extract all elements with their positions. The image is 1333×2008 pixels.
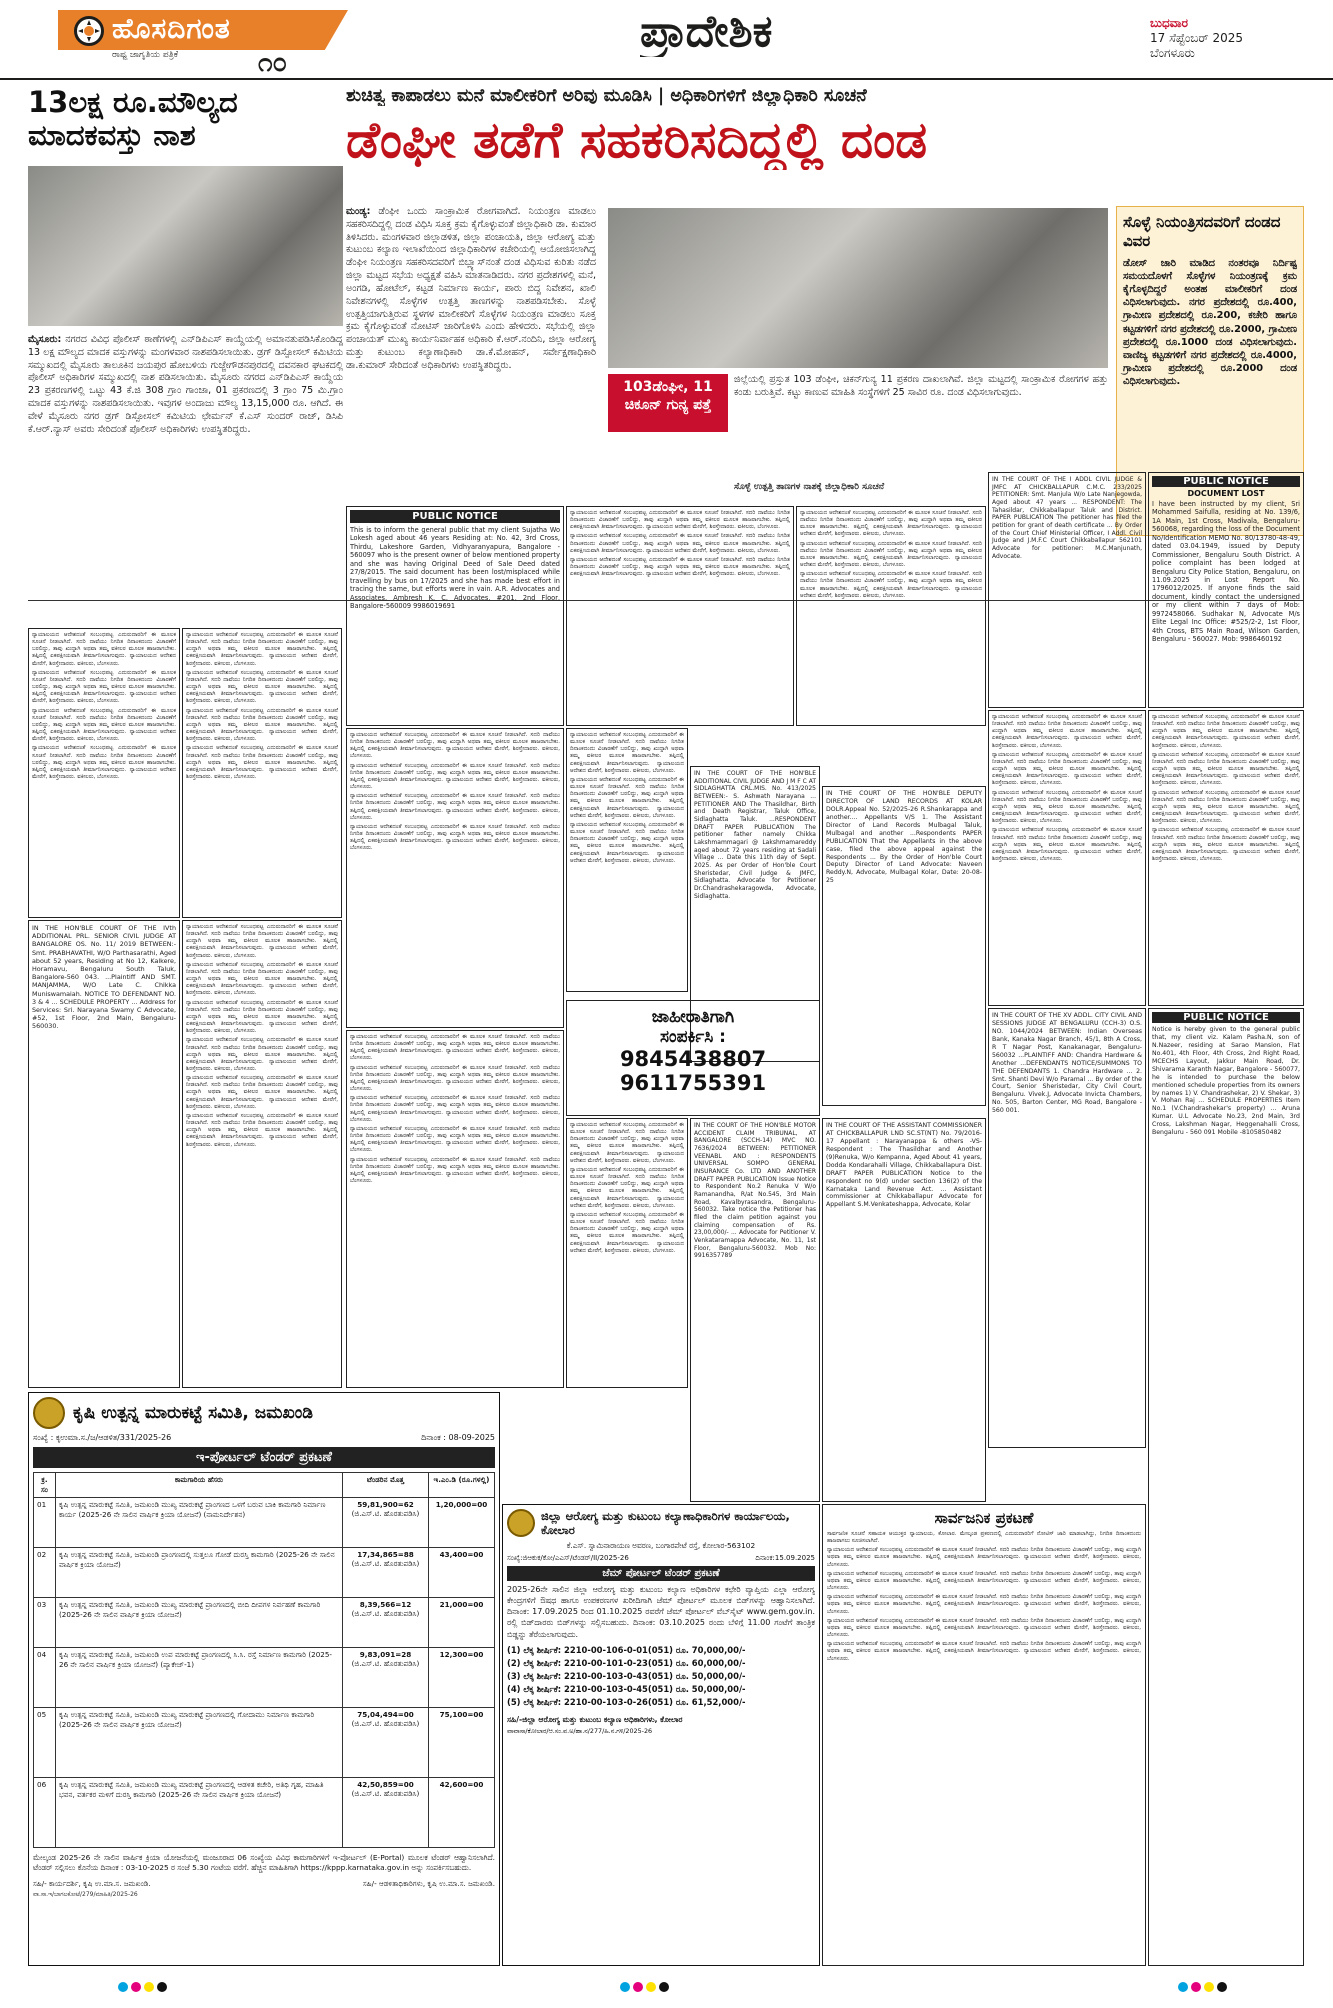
edition-city: ಬೆಂಗಳೂರು xyxy=(1150,46,1195,60)
health-bar-title: ಜೆಮ್ ಪೋರ್ಟಲ್ ಟೆಂಡರ್ ಪ್ರಕಟಣೆ xyxy=(507,1566,815,1581)
row-work: ಕೃಷಿ ಉತ್ಪನ್ನ ಮಾರುಕಟ್ಟೆ ಸಮಿತಿ, ಜಮಖಂಡಿ ಮುಖ್ಯ ಮಾರುಕಟ್ಟೆ ಪ್ರಾಂಗಣದಲ್ಲಿ ಬೀದಿ ದೀಪಗಳ ನಿರ್ವಹಣೆ ಕಾಮಗಾರಿ (2025-26 ನೇ ಸಾಲಿನ ವಾರ್ಷಿಕ ಕ್ರಿಯಾ ಯೋಜನೆ) xyxy=(56,1598,343,1648)
sidebar-body: ಡೋಸ್ ಜಾರಿ ಮಾಡಿದ ನಂತರವೂ ನಿರ್ದಿಷ್ಟ ಸಮಯದೊಳಗೆ ಸೊಳ್ಳೆಗಳ ನಿಯಂತ್ರಣಕ್ಕೆ ಕ್ರಮ ಕೈಗೊಳ್ಳದಿದ್ದರೆ ಅಂತಹ ಮಾಲೀಕರಿಗೆ ದಂಡ ವಿಧಿಸಲಾಗುವುದು. ನಗರ ಪ್ರದೇಶದಲ್ಲಿ ರೂ.400, ಗ್ರಾಮೀಣ ಪ್ರದೇಶದಲ್ಲಿ ರೂ.200, ಕಚೇರಿ ಹಾಗೂ ಕಟ್ಟಡಗಳಿಗೆ ನಗರ ಪ್ರದೇಶದಲ್ಲಿ ರೂ.2000, ಗ್ರಾಮೀಣ ಪ್ರದೇಶದಲ್ಲಿ ರೂ.1000 ದಂಡ ವಿಧಿಸಲಾಗುವುದು. ವಾಣಿಜ್ಯ ಕಟ್ಟಡಗಳಿಗೆ ನಗರ ಪ್ರದೇಶದಲ್ಲಿ ರೂ.4000, ಗ್ರಾಮೀಣ ಪ್ರದೇಶದಲ್ಲಿ ರೂ.2000 ದಂಡ ವಿಧಿಸಲಾಗುವುದು. xyxy=(1123,257,1297,388)
public-notice-property-body: Notice is hereby given to the general public that, my client viz. Kalam Pasha.N, son of N.Nazeer, residing at Sarao Mansion, Flat No.401, 4th Floor, 4th Cross, 2nd Right Road, MCECHS Layout, Jakkur Main Road, Dr. Shivarama Karanth Nagar, Bangalore - 560077, he is intended to purchase the below mentioned schedule properties from its owners by names 1) V. Chandrashekar, 2) V. Shekar, 3) V. Mohan Raj ... SCHEDULE PROPERTIES Item No.1 (V.Chandrashekar's property) ... Aruna Kumar. U.L Advocate No.23, 2nd Main, 3rd Cross, Lakshman Nagar, Heggenahalli Cross, Bengaluru - 560 091 Mobile -8105850482 xyxy=(1152,1026,1300,1137)
left-story-headline: 13ಲಕ್ಷ ರೂ.ಮೌಲ್ಯದ ಮಾದಕವಸ್ತು ನಾಶ xyxy=(28,86,238,153)
table-row xyxy=(34,1498,495,1548)
row-amount-cell xyxy=(343,1598,429,1648)
meeting-photo xyxy=(608,208,1108,368)
kannada-notice-right-2-text-3: ನ್ಯಾಯಾಲಯದ ಆದೇಶದಂತೆ ಸಂಬಂಧಪಟ್ಟ ಎದುರುದಾರರಿಗೆ ಈ ಮೂಲಕ ಸೂಚನೆ ನೀಡಲಾಗಿದೆ. ಸದರಿ ದಾವೆಯು ನಿಗದಿತ ದಿನಾಂಕದಂದು ವಿಚಾರಣೆಗೆ ಬರಲಿದ್ದು, ತಾವು ಖುದ್ದಾಗಿ ಅಥವಾ ತಮ್ಮ ವಕೀಲರ ಮೂಲಕ ಹಾಜರಾಗಬೇಕು. ತಪ್ಪಿದಲ್ಲಿ ಏಕಪಕ್ಷೀಯವಾಗಿ ತೀರ್ಮಾನಿಸಲಾಗುವುದು. ನ್ಯಾಯಾಲಯದ ಆದೇಶದ ಮೇರೆಗೆ, ಶಿರಸ್ತೇದಾರರು. ವಕೀಲರು, ಬೆಂಗಳೂರು. xyxy=(1152,789,1300,825)
main-headline: ಡೆಂಘೀ ತಡೆಗೆ ಸಹಕರಿಸದಿದ್ದಲ್ಲಿ ದಂಡ xyxy=(346,112,928,169)
row-emd: 12,300=00 xyxy=(429,1648,495,1708)
health-sign: ಸಹಿ/-ಜಿಲ್ಲಾ ಆರೋಗ್ಯ ಮತ್ತು ಕುಟುಂಬ ಕಲ್ಯಾಣ ಅಧಿಕಾರಿಗಳು, ಕೋಲಾರ xyxy=(507,1714,683,1724)
kannada-notice-mid-3-text: ನ್ಯಾಯಾಲಯದ ಆದೇಶದಂತೆ ಸಂಬಂಧಪಟ್ಟ ಎದುರುದಾರರಿಗೆ ಈ ಮೂಲಕ ಸೂಚನೆ ನೀಡಲಾಗಿದೆ. ಸದರಿ ದಾವೆಯು ನಿಗದಿತ ದಿನಾಂಕದಂದು ವಿಚಾರಣೆಗೆ ಬರಲಿದ್ದು, ತಾವು ಖುದ್ದಾಗಿ ಅಥವಾ ತಮ್ಮ ವಕೀಲರ ಮೂಲಕ ಹಾಜರಾಗಬೇಕು. ತಪ್ಪಿದಲ್ಲಿ ಏಕಪಕ್ಷೀಯವಾಗಿ ತೀರ್ಮಾನಿಸಲಾಗುವುದು. ನ್ಯಾಯಾಲಯದ ಆದೇಶದ ಮೇರೆಗೆ, ಶಿರಸ್ತೇದಾರರು. ವಕೀಲರು, ಬೆಂಗಳೂರು. xyxy=(570,732,684,774)
row-amount-cell xyxy=(343,1708,429,1778)
document-lost-sub: DOCUMENT LOST xyxy=(1187,489,1265,498)
kannada-notice-b-text: ನ್ಯಾಯಾಲಯದ ಆದೇಶದಂತೆ ಸಂಬಂಧಪಟ್ಟ ಎದುರುದಾರರಿಗೆ ಈ ಮೂಲಕ ಸೂಚನೆ ನೀಡಲಾಗಿದೆ. ಸದರಿ ದಾವೆಯು ನಿಗದಿತ ದಿನಾಂಕದಂದು ವಿಚಾರಣೆಗೆ ಬರಲಿದ್ದು, ತಾವು ಖುದ್ದಾಗಿ ಅಥವಾ ತಮ್ಮ ವಕೀಲರ ಮೂಲಕ ಹಾಜರಾಗಬೇಕು. ತಪ್ಪಿದಲ್ಲಿ ಏಕಪಕ್ಷೀಯವಾಗಿ ತೀರ್ಮಾನಿಸಲಾಗುವುದು. ನ್ಯಾಯಾಲಯದ ಆದೇಶದ ಮೇರೆಗೆ, ಶಿರಸ್ತೇದಾರರು. ವಕೀಲರು, ಬೆಂಗಳೂರು. xyxy=(800,510,982,538)
row-amount: 17,34,865=88 xyxy=(357,1550,414,1559)
kannada-notice-right-1-text-3: ನ್ಯಾಯಾಲಯದ ಆದೇಶದಂತೆ ಸಂಬಂಧಪಟ್ಟ ಎದುರುದಾರರಿಗೆ ಈ ಮೂಲಕ ಸೂಚನೆ ನೀಡಲಾಗಿದೆ. ಸದರಿ ದಾವೆಯು ನಿಗದಿತ ದಿನಾಂಕದಂದು ವಿಚಾರಣೆಗೆ ಬರಲಿದ್ದು, ತಾವು ಖುದ್ದಾಗಿ ಅಥವಾ ತಮ್ಮ ವಕೀಲರ ಮೂಲಕ ಹಾಜರಾಗಬೇಕು. ತಪ್ಪಿದಲ್ಲಿ ಏಕಪಕ್ಷೀಯವಾಗಿ ತೀರ್ಮಾನಿಸಲಾಗುವುದು. ನ್ಯಾಯಾಲಯದ ಆದೇಶದ ಮೇರೆಗೆ, ಶಿರಸ್ತೇದಾರರು. ವಕೀಲರು, ಬೆಂಗಳೂರು. xyxy=(992,789,1142,825)
drug-destruction-photo xyxy=(28,166,343,326)
kannada-notice-mid-2 xyxy=(346,1030,564,1388)
table-row xyxy=(34,1648,495,1708)
row-no: 03 xyxy=(34,1598,56,1648)
court-notice-city-civil-text: IN THE COURT OF THE XV ADDL. CITY CIVIL AND SESSIONS JUDGE AT BENGALURU (CCH-3) O.S. NO. 1044/2024 BETWEEN: Indian Overseas Bank, Kanaka Nagar Branch, 45/1, 8th A Cross, R T Nagar Post, Kanakanagar, Bengaluru-560032 ...PLAINTIFF AND: Chandra Hardware & Another ...DEFENDANTS NOTICE/SUMMONS TO THE DEFENDANTS 1. Chandra Hardware ... 2. Smt. Shanti Devi W/o Paramal ... By order of the Court, Senior Sheristedar, City Civil Court, Bengaluru. Vivek.J, Advocate Invicta Chambers, No. 505, Barton Center, MG Road, Bangalore - 560 001. xyxy=(992,1012,1142,1115)
kannada-notice-right-1-text-4: ನ್ಯಾಯಾಲಯದ ಆದೇಶದಂತೆ ಸಂಬಂಧಪಟ್ಟ ಎದುರುದಾರರಿಗೆ ಈ ಮೂಲಕ ಸೂಚನೆ ನೀಡಲಾಗಿದೆ. ಸದರಿ ದಾವೆಯು ನಿಗದಿತ ದಿನಾಂಕದಂದು ವಿಚಾರಣೆಗೆ ಬರಲಿದ್ದು, ತಾವು ಖುದ್ದಾಗಿ ಅಥವಾ ತಮ್ಮ ವಕೀಲರ ಮೂಲಕ ಹಾಜರಾಗಬೇಕು. ತಪ್ಪಿದಲ್ಲಿ ಏಕಪಕ್ಷೀಯವಾಗಿ ತೀರ್ಮಾನಿಸಲಾಗುವುದು. ನ್ಯಾಯಾಲಯದ ಆದೇಶದ ಮೇರೆಗೆ, ಶಿರಸ್ತೇದಾರರು. ವಕೀಲರು, ಬೆಂಗಳೂರು. xyxy=(992,827,1142,862)
kannada-notice-mid-4 xyxy=(566,1118,688,1388)
kannada-notice-left-2-text-3: ನ್ಯಾಯಾಲಯದ ಆದೇಶದಂತೆ ಸಂಬಂಧಪಟ್ಟ ಎದುರುದಾರರಿಗೆ ಈ ಮೂಲಕ ಸೂಚನೆ ನೀಡಲಾಗಿದೆ. ಸದರಿ ದಾವೆಯು ನಿಗದಿತ ದಿನಾಂಕದಂದು ವಿಚಾರಣೆಗೆ ಬರಲಿದ್ದು, ತಾವು ಖುದ್ದಾಗಿ ಅಥವಾ ತಮ್ಮ ವಕೀಲರ ಮೂಲಕ ಹಾಜರಾಗಬೇಕು. ತಪ್ಪಿದಲ್ಲಿ ಏಕಪಕ್ಷೀಯವಾಗಿ ತೀರ್ಮಾನಿಸಲಾಗುವುದು. ನ್ಯಾಯಾಲಯದ ಆದೇಶದ ಮೇರೆಗೆ, ಶಿರಸ್ತೇದಾರರು. ವಕೀಲರು, ಬೆಂಗಳೂರು. xyxy=(186,707,338,743)
kannada-notice-mid-3-text-3: ನ್ಯಾಯಾಲಯದ ಆದೇಶದಂತೆ ಸಂಬಂಧಪಟ್ಟ ಎದುರುದಾರರಿಗೆ ಈ ಮೂಲಕ ಸೂಚನೆ ನೀಡಲಾಗಿದೆ. ಸದರಿ ದಾವೆಯು ನಿಗದಿತ ದಿನಾಂಕದಂದು ವಿಚಾರಣೆಗೆ ಬರಲಿದ್ದು, ತಾವು ಖುದ್ದಾಗಿ ಅಥವಾ ತಮ್ಮ ವಕೀಲರ ಮೂಲಕ ಹಾಜರಾಗಬೇಕು. ತಪ್ಪಿದಲ್ಲಿ ಏಕಪಕ್ಷೀಯವಾಗಿ ತೀರ್ಮಾನಿಸಲಾಗುವುದು. ನ್ಯಾಯಾಲಯದ ಆದೇಶದ ಮೇರೆಗೆ, ಶಿರಸ್ತೇದಾರರು. ವಕೀಲರು, ಬೆಂಗಳೂರು. xyxy=(570,821,684,864)
public-notice-body: This is to inform the general public that my client Sujatha Wo Lokesh aged about 46 years Residing at: No. 42, 3rd Cross, Thirdu, Lakeshore Garden, Vidhyaranyapura, Bangalore - 560097 who is the present owner of below mentioned property and she was having Original Deed of Sale Deed dated 27/8/2015. The said document has been lost/misplaced while travelling by bus on 17/2025 and she has made best effort in tracing the same, but efforts were in vain. A.R. Advocates and Associates, Ambresh K. C. Advocates, #201, 2nd Floor, Bangalore-560009 9986019691 xyxy=(350,526,560,610)
health-org-title: ಜಿಲ್ಲಾ ಆರೋಗ್ಯ ಮತ್ತು ಕುಟುಂಬ ಕಲ್ಯಾಣಾಧಿಕಾರಿಗಳ ಕಾರ್ಯಾಲಯ, ಕೋಲಾರ xyxy=(541,1509,790,1538)
apmc-footer: ಮೇಲ್ಕಂಡ 2025-26 ನೇ ಸಾಲಿನ ವಾರ್ಷಿಕ ಕ್ರಿಯಾ ಯೋಜನೆಯಲ್ಲಿ ಮಂಜೂರಾದ 06 ಸಂಖ್ಯೆಯ ವಿವಿಧ ಕಾಮಗಾರಿಗಳಿಗೆ ಇ-ಪೋರ್ಟಲ್ (E-Portal) ಮೂಲಕ ಟೆಂಡರ್ ಆಹ್ವಾನಿಸಲಾಗಿದೆ. ಟೆಂಡರ್ ಸಲ್ಲಿಸಲು ಕೊನೆಯ ದಿನಾಂಕ : 03-10-2025 ರ ಸಂಜೆ 5.30 ಗಂಟೆಯ ವರೆಗೆ. ಹೆಚ್ಚಿನ ಮಾಹಿತಿಗಾಗಿ https://kppp.karnataka.gov.in ಅನ್ನು ಸಂಪರ್ಕಿಸಬಹುದು. xyxy=(33,1853,495,1872)
brand-emblem-icon xyxy=(74,16,104,46)
public-notice-property-title: PUBLIC NOTICE xyxy=(1152,1012,1300,1023)
kannada-notice-left-1-text: ನ್ಯಾಯಾಲಯದ ಆದೇಶದಂತೆ ಸಂಬಂಧಪಟ್ಟ ಎದುರುದಾರರಿಗೆ ಈ ಮೂಲಕ ಸೂಚನೆ ನೀಡಲಾಗಿದೆ. ಸದರಿ ದಾವೆಯು ನಿಗದಿತ ದಿನಾಂಕದಂದು ವಿಚಾರಣೆಗೆ ಬರಲಿದ್ದು, ತಾವು ಖುದ್ದಾಗಿ ಅಥವಾ ತಮ್ಮ ವಕೀಲರ ಮೂಲಕ ಹಾಜರಾಗಬೇಕು. ತಪ್ಪಿದಲ್ಲಿ ಏಕಪಕ್ಷೀಯವಾಗಿ ತೀರ್ಮಾನಿಸಲಾಗುವುದು. ನ್ಯಾಯಾಲಯದ ಆದೇಶದ ಮೇರೆಗೆ, ಶಿರಸ್ತೇದಾರರು. ವಕೀಲರು, ಬೆಂಗಳೂರು. xyxy=(32,632,176,667)
left-story-body: ನಗರದ ವಿವಿಧ ಪೊಲೀಸ್ ಠಾಣೆಗಳಲ್ಲಿ ಎನ್‌ಡಿಪಿಎಸ್ ಕಾಯ್ದೆಯಲ್ಲಿ ಅಮಾನತುಪಡಿಸಿಕೊಂಡಿದ್ದ 13 ಲಕ್ಷ ಮೌಲ್ಯದ ಮಾದಕ ವಸ್ತುಗಳನ್ನು ಮಂಗಳವಾರ ನಾಶಪಡಿಸಲಾಯಿತು. ಡ್ರಗ್ ಡಿಸ್ಪೋಸಲ್ ಕಮಿಟಿಯ ಸಮ್ಮುಖದಲ್ಲಿ ಮೈಸೂರು ತಾಲೂಕಿನ ಜಯಪುರ ಹೋಬಳಿಯ ಗುಜ್ಜೇಗೌಡನಪುರದಲ್ಲಿ ದವನಕಾರ ಘಟಕದಲ್ಲಿ ಪೊಲೀಸ್ ಅಧಿಕಾರಿಗಳ ಸಮ್ಮುಖದಲ್ಲಿ ನಾಶ ಪಡಿಸಲಾಯಿತು. ಮೈಸೂರು ನಗರದ ಎನ್‌ಡಿಪಿಎಸ್ ಕಾಯ್ದೆಯ 23 ಪ್ರಕರಣಗಳಲ್ಲಿ ಒಟ್ಟು 43 ಕೆ.ಜಿ 308 ಗ್ರಾಂ ಗಾಂಜಾ, 01 ಪ್ರಕರಣದಲ್ಲಿ 3 ಗ್ರಾಂ 75 ಮಿ.ಗ್ರಾಂ ಮಾದಕ ವಸ್ತುಗಳನ್ನು ನಾಶಪಡಿಸಲಾಯಿತು. ಇವುಗಳ ಅಂದಾಜು ಮೌಲ್ಯ 13,15,000 ರೂ. ಆಗಿದೆ. ಈ ವೇಳೆ ಮೈಸೂರು ನಗರ ಡ್ರಗ್ ಡಿಸ್ಪೋಸಲ್ ಕಮಿಟಿಯ ಛೇರ್ಮನ್ ಕೆ.ಎಸ್ ಸುಂದರ್ ರಾಜ್, ಡಿಸಿಪಿ ಕೆ.ಆರ್.ನ್ಯಾಸ್ ಅವರು ಸೇರಿದಂತೆ ಪೊಲೀಸ್ ಅಧಿಕಾರಿಗಳು ಉಪಸ್ಥಿತರಿದ್ದರು. xyxy=(28,334,343,435)
kannada-notice-mid-2-text-3: ನ್ಯಾಯಾಲಯದ ಆದೇಶದಂತೆ ಸಂಬಂಧಪಟ್ಟ ಎದುರುದಾರರಿಗೆ ಈ ಮೂಲಕ ಸೂಚನೆ ನೀಡಲಾಗಿದೆ. ಸದರಿ ದಾವೆಯು ನಿಗದಿತ ದಿನಾಂಕದಂದು ವಿಚಾರಣೆಗೆ ಬರಲಿದ್ದು, ತಾವು ಖುದ್ದಾಗಿ ಅಥವಾ ತಮ್ಮ ವಕೀಲರ ಮೂಲಕ ಹಾಜರಾಗಬೇಕು. ತಪ್ಪಿದಲ್ಲಿ ಏಕಪಕ್ಷೀಯವಾಗಿ ತೀರ್ಮಾನಿಸಲಾಗುವುದು. ನ್ಯಾಯಾಲಯದ ಆದೇಶದ ಮೇರೆಗೆ, ಶಿರಸ್ತೇದಾರರು. ವಕೀಲರು, ಬೆಂಗಳೂರು. xyxy=(350,1095,560,1123)
row-emd: 1,20,000=00 xyxy=(429,1498,495,1548)
list-item: (1) ಲೆಕ್ಕ ಶೀರ್ಷಿಕೆ: 2210-00-106-0-01(051) ರೂ. 70,000,00/- xyxy=(507,1644,746,1655)
kannada-notice-left-2-text: ನ್ಯಾಯಾಲಯದ ಆದೇಶದಂತೆ ಸಂಬಂಧಪಟ್ಟ ಎದುರುದಾರರಿಗೆ ಈ ಮೂಲಕ ಸೂಚನೆ ನೀಡಲಾಗಿದೆ. ಸದರಿ ದಾವೆಯು ನಿಗದಿತ ದಿನಾಂಕದಂದು ವಿಚಾರಣೆಗೆ ಬರಲಿದ್ದು, ತಾವು ಖುದ್ದಾಗಿ ಅಥವಾ ತಮ್ಮ ವಕೀಲರ ಮೂಲಕ ಹಾಜರಾಗಬೇಕು. ತಪ್ಪಿದಲ್ಲಿ ಏಕಪಕ್ಷೀಯವಾಗಿ ತೀರ್ಮಾನಿಸಲಾಗುವುದು. ನ್ಯಾಯಾಲಯದ ಆದೇಶದ ಮೇರೆಗೆ, ಶಿರಸ್ತೇದಾರರು. ವಕೀಲರು, ಬೆಂಗಳೂರು. xyxy=(186,632,338,667)
sarvajanika-body-4: ನ್ಯಾಯಾಲಯದ ಆದೇಶದಂತೆ ಸಂಬಂಧಪಟ್ಟ ಎದುರುದಾರರಿಗೆ ಈ ಮೂಲಕ ಸೂಚನೆ ನೀಡಲಾಗಿದೆ. ಸದರಿ ದಾವೆಯು ನಿಗದಿತ ದಿನಾಂಕದಂದು ವಿಚಾರಣೆಗೆ ಬರಲಿದ್ದು, ತಾವು ಖುದ್ದಾಗಿ ಅಥವಾ ತಮ್ಮ ವಕೀಲರ ಮೂಲಕ ಹಾಜರಾಗಬೇಕು. ತಪ್ಪಿದಲ್ಲಿ ಏಕಪಕ್ಷೀಯವಾಗಿ ತೀರ್ಮಾನಿಸಲಾಗುವುದು. ನ್ಯಾಯಾಲಯದ ಆದೇಶದ ಮೇರೆಗೆ, ಶಿರಸ್ತೇದಾರರು. ವಕೀಲರು, ಬೆಂಗಳೂರು. xyxy=(827,1594,1141,1615)
row-amount: 59,81,900=62 xyxy=(357,1500,414,1509)
court-notice-chickballapur xyxy=(988,472,1146,708)
kannada-notice-mid-4-text: ನ್ಯಾಯಾಲಯದ ಆದೇಶದಂತೆ ಸಂಬಂಧಪಟ್ಟ ಎದುರುದಾರರಿಗೆ ಈ ಮೂಲಕ ಸೂಚನೆ ನೀಡಲಾಗಿದೆ. ಸದರಿ ದಾವೆಯು ನಿಗದಿತ ದಿನಾಂಕದಂದು ವಿಚಾರಣೆಗೆ ಬರಲಿದ್ದು, ತಾವು ಖುದ್ದಾಗಿ ಅಥವಾ ತಮ್ಮ ವಕೀಲರ ಮೂಲಕ ಹಾಜರಾಗಬೇಕು. ತಪ್ಪಿದಲ್ಲಿ ಏಕಪಕ್ಷೀಯವಾಗಿ ತೀರ್ಮಾನಿಸಲಾಗುವುದು. ನ್ಯಾಯಾಲಯದ ಆದೇಶದ ಮೇರೆಗೆ, ಶಿರಸ್ತೇದಾರರು. ವಕೀಲರು, ಬೆಂಗಳೂರು. xyxy=(570,1122,684,1164)
kannada-notice-b-text-3: ನ್ಯಾಯಾಲಯದ ಆದೇಶದಂತೆ ಸಂಬಂಧಪಟ್ಟ ಎದುರುದಾರರಿಗೆ ಈ ಮೂಲಕ ಸೂಚನೆ ನೀಡಲಾಗಿದೆ. ಸದರಿ ದಾವೆಯು ನಿಗದಿತ ದಿನಾಂಕದಂದು ವಿಚಾರಣೆಗೆ ಬರಲಿದ್ದು, ತಾವು ಖುದ್ದಾಗಿ ಅಥವಾ ತಮ್ಮ ವಕೀಲರ ಮೂಲಕ ಹಾಜರಾಗಬೇಕು. ತಪ್ಪಿದಲ್ಲಿ ಏಕಪಕ್ಷೀಯವಾಗಿ ತೀರ್ಮಾನಿಸಲಾಗುವುದು. ನ್ಯಾಯಾಲಯದ ಆದೇಶದ ಮೇರೆಗೆ, ಶಿರಸ್ತೇದಾರರು. ವಕೀಲರು, ಬೆಂಗಳೂರು. xyxy=(800,571,982,599)
kannada-notice-left-1-text-3: ನ್ಯಾಯಾಲಯದ ಆದೇಶದಂತೆ ಸಂಬಂಧಪಟ್ಟ ಎದುರುದಾರರಿಗೆ ಈ ಮೂಲಕ ಸೂಚನೆ ನೀಡಲಾಗಿದೆ. ಸದರಿ ದಾವೆಯು ನಿಗದಿತ ದಿನಾಂಕದಂದು ವಿಚಾರಣೆಗೆ ಬರಲಿದ್ದು, ತಾವು ಖುದ್ದಾಗಿ ಅಥವಾ ತಮ್ಮ ವಕೀಲರ ಮೂಲಕ ಹಾಜರಾಗಬೇಕು. ತಪ್ಪಿದಲ್ಲಿ ಏಕಪಕ್ಷೀಯವಾಗಿ ತೀರ್ಮಾನಿಸಲಾಗುವುದು. ನ್ಯಾಯಾಲಯದ ಆದೇಶದ ಮೇರೆಗೆ, ಶಿರಸ್ತೇದಾರರು. ವಕೀಲರು, ಬೆಂಗಳೂರು. xyxy=(32,707,176,743)
document-lost-body: I have been instructed by my client, Sri Mohammed Saifulla, residing at No. 139/6, 1A Main, 1st Cross, Madivala, Bengaluru-560068, regarding the loss of the Document No/Identification MEMO No. 80/13780-48-49, dated 03.04.1949, issued by Deputy Commissioner, Bengaluru South District. A police complaint has been lodged at Bengaluru City Police Station, Bengaluru, on 11.09.2025 in Lost Report No. 1796012/2025. If anyone finds the said document, kindly contact the undersigned or my client within 7 days of Mob: 9972458066. Sudhakar N, Advocate M/s Elite Legal Inc Office: #525/2-2, 1st Floor, 4th Cross, BTS Main Road, Wilson Garden, Bengaluru - 560027. Mob: 9986460192 xyxy=(1152,500,1300,643)
brand-tagline: ರಾಷ್ಟ್ರ ಜಾಗೃತಿಯ ಪತ್ರಿಕೆ xyxy=(112,50,179,60)
kannada-notice-a-text-2: ನ್ಯಾಯಾಲಯದ ಆದೇಶದಂತೆ ಸಂಬಂಧಪಟ್ಟ ಎದುರುದಾರರಿಗೆ ಈ ಮೂಲಕ ಸೂಚನೆ ನೀಡಲಾಗಿದೆ. ಸದರಿ ದಾವೆಯು ನಿಗದಿತ ದಿನಾಂಕದಂದು ವಿಚಾರಣೆಗೆ ಬರಲಿದ್ದು, ತಾವು ಖುದ್ದಾಗಿ ಅಥವಾ ತಮ್ಮ ವಕೀಲರ ಮೂಲಕ ಹಾಜರಾಗಬೇಕು. ತಪ್ಪಿದಲ್ಲಿ ಏಕಪಕ್ಷೀಯವಾಗಿ ತೀರ್ಮಾನಿಸಲಾಗುವುದು. ನ್ಯಾಯಾಲಯದ ಆದೇಶದ ಮೇರೆಗೆ, ಶಿರಸ್ತೇದಾರರು. ವಕೀಲರು, ಬೆಂಗಳೂರು. xyxy=(570,533,790,554)
kannada-notice-b-text-2: ನ್ಯಾಯಾಲಯದ ಆದೇಶದಂತೆ ಸಂಬಂಧಪಟ್ಟ ಎದುರುದಾರರಿಗೆ ಈ ಮೂಲಕ ಸೂಚನೆ ನೀಡಲಾಗಿದೆ. ಸದರಿ ದಾವೆಯು ನಿಗದಿತ ದಿನಾಂಕದಂದು ವಿಚಾರಣೆಗೆ ಬರಲಿದ್ದು, ತಾವು ಖುದ್ದಾಗಿ ಅಥವಾ ತಮ್ಮ ವಕೀಲರ ಮೂಲಕ ಹಾಜರಾಗಬೇಕು. ತಪ್ಪಿದಲ್ಲಿ ಏಕಪಕ್ಷೀಯವಾಗಿ ತೀರ್ಮಾನಿಸಲಾಗುವುದು. ನ್ಯಾಯಾಲಯದ ಆದೇಶದ ಮೇರೆಗೆ, ಶಿರಸ್ತೇದಾರರು. ವಕೀಲರು, ಬೆಂಗಳೂರು. xyxy=(800,540,982,569)
court-notice-os-11-2019 xyxy=(28,920,180,1388)
kannada-notice-a xyxy=(566,506,794,726)
advertisement-contact-box xyxy=(566,1000,820,1116)
list-item: (3) ಲೆಕ್ಕ ಶೀರ್ಷಿಕೆ: 2210-00-103-0-43(051) ರೂ. 50,000,00/- xyxy=(507,1670,746,1681)
col-emd: ಇ.ಎಂ.ಡಿ (ರೂ.ಗಳಲ್ಲಿ) xyxy=(429,1473,495,1498)
row-work: ಕೃಷಿ ಉತ್ಪನ್ನ ಮಾರುಕಟ್ಟೆ ಸಮಿತಿ, ಜಮಖಂಡಿ ಮುಖ್ಯ ಮಾರುಕಟ್ಟೆ ಪ್ರಾಂಗಣದಲ್ಲಿ ಗೋದಾಮು ನಿರ್ಮಾಣ ಕಾಮಗಾರಿ (2025-26 ನೇ ಸಾಲಿನ ವಾರ್ಷಿಕ ಕ್ರಿಯಾ ಯೋಜನೆ) xyxy=(56,1708,343,1778)
table-row xyxy=(34,1548,495,1598)
brand-logo-block xyxy=(58,4,348,74)
left-story-dateline: ಮೈಸೂರು: xyxy=(28,334,62,345)
left-story-body-wrap xyxy=(28,334,343,596)
apmc-org-title: ಕೃಷಿ ಉತ್ಪನ್ನ ಮಾರುಕಟ್ಟೆ ಸಮಿತಿ, ಜಮಖಂಡಿ xyxy=(73,1403,313,1423)
sarvajanika-body-5: ನ್ಯಾಯಾಲಯದ ಆದೇಶದಂತೆ ಸಂಬಂಧಪಟ್ಟ ಎದುರುದಾರರಿಗೆ ಈ ಮೂಲಕ ಸೂಚನೆ ನೀಡಲಾಗಿದೆ. ಸದರಿ ದಾವೆಯು ನಿಗದಿತ ದಿನಾಂಕದಂದು ವಿಚಾರಣೆಗೆ ಬರಲಿದ್ದು, ತಾವು ಖುದ್ದಾಗಿ ಅಥವಾ ತಮ್ಮ ವಕೀಲರ ಮೂಲಕ ಹಾಜರಾಗಬೇಕು. ತಪ್ಪಿದಲ್ಲಿ ಏಕಪಕ್ಷೀಯವಾಗಿ ತೀರ್ಮಾನಿಸಲಾಗುವುದು. ನ್ಯಾಯಾಲಯದ ಆದೇಶದ ಮೇರೆಗೆ, ಶಿರಸ್ತೇದಾರರು. ವಕೀಲರು, ಬೆಂಗಳೂರು. xyxy=(827,1617,1141,1639)
kannada-notice-mid-1-text-3: ನ್ಯಾಯಾಲಯದ ಆದೇಶದಂತೆ ಸಂಬಂಧಪಟ್ಟ ಎದುರುದಾರರಿಗೆ ಈ ಮೂಲಕ ಸೂಚನೆ ನೀಡಲಾಗಿದೆ. ಸದರಿ ದಾವೆಯು ನಿಗದಿತ ದಿನಾಂಕದಂದು ವಿಚಾರಣೆಗೆ ಬರಲಿದ್ದು, ತಾವು ಖುದ್ದಾಗಿ ಅಥವಾ ತಮ್ಮ ವಕೀಲರ ಮೂಲಕ ಹಾಜರಾಗಬೇಕು. ತಪ್ಪಿದಲ್ಲಿ ಏಕಪಕ್ಷೀಯವಾಗಿ ತೀರ್ಮಾನಿಸಲಾಗುವುದು. ನ್ಯಾಯಾಲಯದ ಆದೇಶದ ಮೇರೆಗೆ, ಶಿರಸ್ತೇದಾರರು. ವಕೀಲರು, ಬೆಂಗಳೂರು. xyxy=(350,793,560,821)
col-serial: ಕ್ರ. ಸಂ xyxy=(34,1473,56,1498)
main-kicker: ಶುಚಿತ್ವ ಕಾಪಾಡಲು ಮನೆ ಮಾಲೀಕರಿಗೆ ಅರಿವು ಮೂಡಿಸಿ | ಅಧಿಕಾರಿಗಳಿಗೆ ಜಿಲ್ಲಾಧಿಕಾರಿ ಸೂಚನೆ xyxy=(346,86,867,106)
ad-contact-label: ಸಂಪರ್ಕಿಸಿ : xyxy=(660,1027,726,1047)
court-notice-os-11-2019-text: IN THE HON'BLE COURT OF THE IVth ADDITIONAL PRL. SENIOR CIVIL JUDGE AT BANGALORE OS. No. 11/ 2019 BETWEEN:- Smt. PRABHAVATHI, W/O Parthasarathi, Aged about 52 years, Residing at No 12, Kalkere, Horamavu, Bengaluru South Taluk, Bangalore-560 043. ...Plaintiff AND SMT. MANJAMMA, W/O Late C. Chikka Muniswamaiah. NOTICE TO DEFENDANT NO. 3 & 4 ... SCHEDULE PROPERTY ... Address for Services: Sri. Narayana Swamy C Advocate, #52, 1st Floor, 2nd Main, Bengaluru-560030. xyxy=(32,924,176,1031)
kannada-notice-left-1-text-2: ನ್ಯಾಯಾಲಯದ ಆದೇಶದಂತೆ ಸಂಬಂಧಪಟ್ಟ ಎದುರುದಾರರಿಗೆ ಈ ಮೂಲಕ ಸೂಚನೆ ನೀಡಲಾಗಿದೆ. ಸದರಿ ದಾವೆಯು ನಿಗದಿತ ದಿನಾಂಕದಂದು ವಿಚಾರಣೆಗೆ ಬರಲಿದ್ದು, ತಾವು ಖುದ್ದಾಗಿ ಅಥವಾ ತಮ್ಮ ವಕೀಲರ ಮೂಲಕ ಹಾಜರಾಗಬೇಕು. ತಪ್ಪಿದಲ್ಲಿ ಏಕಪಕ್ಷೀಯವಾಗಿ ತೀರ್ಮಾನಿಸಲಾಗುವುದು. ನ್ಯಾಯಾಲಯದ ಆದೇಶದ ಮೇರೆಗೆ, ಶಿರಸ್ತೇದಾರರು. ವಕೀಲರು, ಬೆಂಗಳೂರು. xyxy=(32,669,176,705)
row-emd: 75,100=00 xyxy=(429,1708,495,1778)
brand-logo-text: ಹೊಸದಿಗಂತ xyxy=(112,12,231,45)
kannada-notice-mid-4-text-3: ನ್ಯಾಯಾಲಯದ ಆದೇಶದಂತೆ ಸಂಬಂಧಪಟ್ಟ ಎದುರುದಾರರಿಗೆ ಈ ಮೂಲಕ ಸೂಚನೆ ನೀಡಲಾಗಿದೆ. ಸದರಿ ದಾವೆಯು ನಿಗದಿತ ದಿನಾಂಕದಂದು ವಿಚಾರಣೆಗೆ ಬರಲಿದ್ದು, ತಾವು ಖುದ್ದಾಗಿ ಅಥವಾ ತಮ್ಮ ವಕೀಲರ ಮೂಲಕ ಹಾಜರಾಗಬೇಕು. ತಪ್ಪಿದಲ್ಲಿ ಏಕಪಕ್ಷೀಯವಾಗಿ ತೀರ್ಮಾನಿಸಲಾಗುವುದು. ನ್ಯಾಯಾಲಯದ ಆದೇಶದ ಮೇರೆಗೆ, ಶಿರಸ್ತೇದಾರರು. ವಕೀಲರು, ಬೆಂಗಳೂರು. xyxy=(570,1211,684,1254)
row-emd: 21,000=00 xyxy=(429,1598,495,1648)
court-notice-chickballapur-text: IN THE COURT OF THE I ADDL CIVIL JUDGE & JMFC AT CHICKBALLAPUR C.M.C. 233/2025 PETITIONER: Smt. Manjula W/o Late Nanjegowda, Aged about 47 years ... RESPONDENT: The Tahasildar, Chikkaballapur Taluk and District. PAPER PUBLICATION The petitioner has filed the petition for grant of death certificate ... By Order of the Court Chief Ministerial Officer, I Addl. Civil Judge and J.M.F.C Court Chikkaballapur 562101 Advocate for petitioner: M.C.Manjunath, Advocate. xyxy=(992,476,1142,560)
ad-phone-2: 9611755391 xyxy=(619,1071,767,1095)
main-dateline: ಮಂಡ್ಯ: xyxy=(346,206,371,217)
row-no: 05 xyxy=(34,1708,56,1778)
kannada-notice-left-1 xyxy=(28,628,180,918)
row-no: 01 xyxy=(34,1498,56,1548)
row-amount: 75,04,494=00 xyxy=(357,1710,414,1719)
sarvajanika-notice xyxy=(822,1504,1146,1966)
row-emd: 43,400=00 xyxy=(429,1548,495,1598)
print-registration-marks xyxy=(0,1978,1333,2002)
kannada-notice-b xyxy=(796,506,986,726)
health-address: ಕೆ.ಎಸ್. ಸ್ವಾಮಿನಾರಾಯಣ ಅವರಣ, ಬಂಗಾರಪೇಟೆ ರಸ್ತೆ, ಕೋಲಾರ-563102 xyxy=(566,1540,756,1550)
dengue-count-badge xyxy=(608,374,728,432)
row-no: 02 xyxy=(34,1548,56,1598)
color-dots-left xyxy=(118,1982,167,1992)
ad-title: ಜಾಹೀರಾತಿಗಾಗಿ xyxy=(651,1007,735,1027)
document-lost-title: PUBLIC NOTICE xyxy=(1152,476,1300,487)
karnataka-emblem-icon xyxy=(33,1397,65,1429)
table-row xyxy=(34,1778,495,1848)
masthead-rule xyxy=(0,78,1333,80)
row-no: 04 xyxy=(34,1648,56,1708)
dengue-count-text: 103ಡೆಂಘೀ, 11 ಚಿಕೂನ್ ಗುನ್ಯ ಪತ್ತೆ xyxy=(623,379,713,414)
kannada-notice-left-3 xyxy=(182,920,342,1388)
kannada-notice-mid-3 xyxy=(566,728,688,992)
row-work: ಕೃಷಿ ಉತ್ಪನ್ನ ಮಾರುಕಟ್ಟೆ ಸಮಿತಿ, ಜಮಖಂಡಿ ಮುಖ್ಯ ಮಾರುಕಟ್ಟೆ ಪ್ರಾಂಗಣದ ಒಳಗೆ ಬರುವ ಬಾಕಿ ಕಾಮಗಾರಿ ನಿರ್ಮಾಣ ಕಾರ್ಯ (2025-26 ನೇ ಸಾಲಿನ ವಾರ್ಷಿಕ ಕ್ರಿಯಾ ಯೋಜನೆ) (ನಾಮನಿರ್ದೇಶನ) xyxy=(56,1498,343,1548)
apmc-sign-left: ಸಹಿ/- ಕಾರ್ಯದರ್ಶಿ, ಕೃಷಿ ಉ.ಮಾ.ಸ. ಜಮಖಂಡಿ. xyxy=(33,1878,151,1888)
health-body: 2025-26ನೇ ಸಾಲಿನ ಜಿಲ್ಲಾ ಆರೋಗ್ಯ ಮತ್ತು ಕುಟುಂಬ ಕಲ್ಯಾಣ ಅಧಿಕಾರಿಗಳ ಕಛೇರಿ ವ್ಯಾಪ್ತಿಯ ಎಲ್ಲಾ ಆರೋಗ್ಯ ಕೇಂದ್ರಗಳಿಗೆ ಔಷಧ ಹಾಗೂ ಉಪಕರಣಗಳ ಖರೀದಿಗಾಗಿ ಜೆಮ್ ಪೋರ್ಟಲ್ ಮೂಲಕ ಬಿಡ್‌ಗಳನ್ನು ಆಹ್ವಾನಿಸಲಾಗಿದೆ. ದಿನಾಂಕ: 17.09.2025 ರಿಂದ 01.10.2025 ರವರೆಗೆ ಜೆಮ್ ಪೋರ್ಟಲ್ ವೆಬ್‌ಸೈಟ್ www.gem.gov.in. ರಲ್ಲಿ ಬಿಡ್‌ದಾರರು ಬಿಡ್‌ಗಳನ್ನು ಸಲ್ಲಿಸಬಹುದು. ದಿನಾಂಕ: 03.10.2025 ರಂದು ಬೆಳಿಗ್ಗೆ 11.00 ಗಂಟೆಗೆ ತಾಂತ್ರಿಕ ಬಿಡ್ಡನ್ನು ತೆರೆಯಲಾಗುವುದು. xyxy=(507,1584,815,1639)
karnataka-emblem-icon-health xyxy=(507,1509,535,1537)
document-lost-notice xyxy=(1148,472,1304,708)
table-row xyxy=(34,1598,495,1648)
apmc-sign-right: ಸಹಿ/- ಆಡಳಿತಾಧಿಕಾರಿಗಳು, ಕೃಷಿ ಉ.ಮಾ.ಸ. ಜಮಖಂಡಿ. xyxy=(362,1878,495,1888)
color-dots-right xyxy=(1178,1982,1227,1992)
kannada-notice-right-1-text: ನ್ಯಾಯಾಲಯದ ಆದೇಶದಂತೆ ಸಂಬಂಧಪಟ್ಟ ಎದುರುದಾರರಿಗೆ ಈ ಮೂಲಕ ಸೂಚನೆ ನೀಡಲಾಗಿದೆ. ಸದರಿ ದಾವೆಯು ನಿಗದಿತ ದಿನಾಂಕದಂದು ವಿಚಾರಣೆಗೆ ಬರಲಿದ್ದು, ತಾವು ಖುದ್ದಾಗಿ ಅಥವಾ ತಮ್ಮ ವಕೀಲರ ಮೂಲಕ ಹಾಜರಾಗಬೇಕು. ತಪ್ಪಿದಲ್ಲಿ ಏಕಪಕ್ಷೀಯವಾಗಿ ತೀರ್ಮಾನಿಸಲಾಗುವುದು. ನ್ಯಾಯಾಲಯದ ಆದೇಶದ ಮೇರೆಗೆ, ಶಿರಸ್ತೇದಾರರು. ವಕೀಲರು, ಬೆಂಗಳೂರು. xyxy=(992,714,1142,749)
public-notice-lost-deed xyxy=(346,506,564,726)
kannada-notice-mid-2-text-2: ನ್ಯಾಯಾಲಯದ ಆದೇಶದಂತೆ ಸಂಬಂಧಪಟ್ಟ ಎದುರುದಾರರಿಗೆ ಈ ಮೂಲಕ ಸೂಚನೆ ನೀಡಲಾಗಿದೆ. ಸದರಿ ದಾವೆಯು ನಿಗದಿತ ದಿನಾಂಕದಂದು ವಿಚಾರಣೆಗೆ ಬರಲಿದ್ದು, ತಾವು ಖುದ್ದಾಗಿ ಅಥವಾ ತಮ್ಮ ವಕೀಲರ ಮೂಲಕ ಹಾಜರಾಗಬೇಕು. ತಪ್ಪಿದಲ್ಲಿ ಏಕಪಕ್ಷೀಯವಾಗಿ ತೀರ್ಮಾನಿಸಲಾಗುವುದು. ನ್ಯಾಯಾಲಯದ ಆದೇಶದ ಮೇರೆಗೆ, ಶಿರಸ್ತೇದಾರರು. ವಕೀಲರು, ಬೆಂಗಳೂರು. xyxy=(350,1064,560,1093)
apmc-sign-row xyxy=(33,1879,495,1889)
kannada-notice-mid-4-text-2: ನ್ಯಾಯಾಲಯದ ಆದೇಶದಂತೆ ಸಂಬಂಧಪಟ್ಟ ಎದುರುದಾರರಿಗೆ ಈ ಮೂಲಕ ಸೂಚನೆ ನೀಡಲಾಗಿದೆ. ಸದರಿ ದಾವೆಯು ನಿಗದಿತ ದಿನಾಂಕದಂದು ವಿಚಾರಣೆಗೆ ಬರಲಿದ್ದು, ತಾವು ಖುದ್ದಾಗಿ ಅಥವಾ ತಮ್ಮ ವಕೀಲರ ಮೂಲಕ ಹಾಜರಾಗಬೇಕು. ತಪ್ಪಿದಲ್ಲಿ ಏಕಪಕ್ಷೀಯವಾಗಿ ತೀರ್ಮಾನಿಸಲಾಗುವುದು. ನ್ಯಾಯಾಲಯದ ಆದೇಶದ ಮೇರೆಗೆ, ಶಿರಸ್ತೇದಾರರು. ವಕೀಲರು, ಬೆಂಗಳೂರು. xyxy=(570,1166,684,1209)
row-amount: 42,50,859=00 xyxy=(357,1780,414,1789)
health-ref-no: ಸಂಖ್ಯೆ:ಜಿಆಕುಕ/ಕೋ/ಎಎಸ್/ಟೆಂಡರ್/II/2025-26 xyxy=(507,1553,629,1562)
kannada-notice-mid-1-text: ನ್ಯಾಯಾಲಯದ ಆದೇಶದಂತೆ ಸಂಬಂಧಪಟ್ಟ ಎದುರುದಾರರಿಗೆ ಈ ಮೂಲಕ ಸೂಚನೆ ನೀಡಲಾಗಿದೆ. ಸದರಿ ದಾವೆಯು ನಿಗದಿತ ದಿನಾಂಕದಂದು ವಿಚಾರಣೆಗೆ ಬರಲಿದ್ದು, ತಾವು ಖುದ್ದಾಗಿ ಅಥವಾ ತಮ್ಮ ವಕೀಲರ ಮೂಲಕ ಹಾಜರಾಗಬೇಕು. ತಪ್ಪಿದಲ್ಲಿ ಏಕಪಕ್ಷೀಯವಾಗಿ ತೀರ್ಮಾನಿಸಲಾಗುವುದು. ನ್ಯಾಯಾಲಯದ ಆದೇಶದ ಮೇರೆಗೆ, ಶಿರಸ್ತೇದಾರರು. ವಕೀಲರು, ಬೆಂಗಳೂರು. xyxy=(350,732,560,760)
court-notice-sidlaghatta-text: IN THE COURT OF THE HON'BLE ADDITIONAL CIVIL JUDGE AND J M F C AT SIDLAGHATTA CRL.MIS. No. 413/2025 BETWEEN:- S. Ashwath Narayana ... PETITIONER AND The Thasildhar, Birth and Death Registrar, Taluk Office, Sidlaghatta Taluk. ...RESPONDENT DRAFT PAPER PUBLICATION The petitioner father namely Chikka Lakshmammagari @ Lakshmamareddy aged about 72 years residing at Sadali Village ... Date this 11th day of Sept. 2025. As per Order of Hon'ble Court Sheristedar, Civil Judge & JMFC, Sidlaghatta. Advocate for Petitioner Dr.Chandrashekaragowda, Advocate, Sidlaghatta. xyxy=(694,770,816,900)
sarvajanika-body: ಸಾರ್ವಜನಿಕ ಸೂಚನೆ ಸಹಾಯಕ ಆಯುಕ್ತರ ನ್ಯಾಯಾಲಯ, ಕೋಲಾರ. ಮೇಲ್ಕಂಡ ಪ್ರಕರಣದಲ್ಲಿ ಎದುರುದಾರರಿಗೆ ನೋಟಿಸ್ ಜಾರಿ ಮಾಡಲಾಗಿದ್ದು, ನಿಗದಿತ ದಿನಾಂಕದಂದು ಹಾಜರಾಗಲು ಸೂಚಿಸಲಾಗಿದೆ. xyxy=(827,1531,1141,1545)
health-date: ದಿನಾಂಕ:15.09.2025 xyxy=(755,1553,815,1562)
kannada-notice-mid-2-text: ನ್ಯಾಯಾಲಯದ ಆದೇಶದಂತೆ ಸಂಬಂಧಪಟ್ಟ ಎದುರುದಾರರಿಗೆ ಈ ಮೂಲಕ ಸೂಚನೆ ನೀಡಲಾಗಿದೆ. ಸದರಿ ದಾವೆಯು ನಿಗದಿತ ದಿನಾಂಕದಂದು ವಿಚಾರಣೆಗೆ ಬರಲಿದ್ದು, ತಾವು ಖುದ್ದಾಗಿ ಅಥವಾ ತಮ್ಮ ವಕೀಲರ ಮೂಲಕ ಹಾಜರಾಗಬೇಕು. ತಪ್ಪಿದಲ್ಲಿ ಏಕಪಕ್ಷೀಯವಾಗಿ ತೀರ್ಮಾನಿಸಲಾಗುವುದು. ನ್ಯಾಯಾಲಯದ ಆದೇಶದ ಮೇರೆಗೆ, ಶಿರಸ್ತೇದಾರರು. ವಕೀಲರು, ಬೆಂಗಳೂರು. xyxy=(350,1034,560,1062)
court-notice-kolar-land xyxy=(822,786,986,1106)
apmc-tender-table xyxy=(33,1472,495,1848)
health-ref-row xyxy=(507,1554,815,1563)
court-notice-assistant-commissioner xyxy=(822,1118,986,1502)
apmc-ref-no: ಸಂಖ್ಯೆ : ಕೃಉಮಾ.ಸ./ಜ/ಆಡಳಿತ/331/2025-26 xyxy=(33,1433,172,1442)
row-emd: 42,600=00 xyxy=(429,1778,495,1848)
kannada-notice-left-3-text-2: ನ್ಯಾಯಾಲಯದ ಆದೇಶದಂತೆ ಸಂಬಂಧಪಟ್ಟ ಎದುರುದಾರರಿಗೆ ಈ ಮೂಲಕ ಸೂಚನೆ ನೀಡಲಾಗಿದೆ. ಸದರಿ ದಾವೆಯು ನಿಗದಿತ ದಿನಾಂಕದಂದು ವಿಚಾರಣೆಗೆ ಬರಲಿದ್ದು, ತಾವು ಖುದ್ದಾಗಿ ಅಥವಾ ತಮ್ಮ ವಕೀಲರ ಮೂಲಕ ಹಾಜರಾಗಬೇಕು. ತಪ್ಪಿದಲ್ಲಿ ಏಕಪಕ್ಷೀಯವಾಗಿ ತೀರ್ಮಾನಿಸಲಾಗುವುದು. ನ್ಯಾಯಾಲಯದ ಆದೇಶದ ಮೇರೆಗೆ, ಶಿರಸ್ತೇದಾರರು. ವಕೀಲರು, ಬೆಂಗಳೂರು. xyxy=(186,961,338,997)
kannada-notice-left-3-text-4: ನ್ಯಾಯಾಲಯದ ಆದೇಶದಂತೆ ಸಂಬಂಧಪಟ್ಟ ಎದುರುದಾರರಿಗೆ ಈ ಮೂಲಕ ಸೂಚನೆ ನೀಡಲಾಗಿದೆ. ಸದರಿ ದಾವೆಯು ನಿಗದಿತ ದಿನಾಂಕದಂದು ವಿಚಾರಣೆಗೆ ಬರಲಿದ್ದು, ತಾವು ಖುದ್ದಾಗಿ ಅಥವಾ ತಮ್ಮ ವಕೀಲರ ಮೂಲಕ ಹಾಜರಾಗಬೇಕು. ತಪ್ಪಿದಲ್ಲಿ ಏಕಪಕ್ಷೀಯವಾಗಿ ತೀರ್ಮಾನಿಸಲಾಗುವುದು. ನ್ಯಾಯಾಲಯದ ಆದೇಶದ ಮೇರೆಗೆ, ಶಿರಸ್ತೇದಾರರು. ವಕೀಲರು, ಬೆಂಗಳೂರು. xyxy=(186,1037,338,1072)
sidebar-title: ಸೊಳ್ಳೆ ನಿಯಂತ್ರಿಸದವರಿಗೆ ದಂಡದ ವಿವರ xyxy=(1123,213,1281,250)
court-notice-mact-text: IN THE COURT OF THE HON'BLE MOTOR ACCIDENT CLAIM TRIBUNAL, AT BANGALORE (SCCH-14) MVC NO. 7636/2024 BETWEEN: PETITIONER VEENABL AND : RESPONDENTS UNIVERSAL SOMPO GENERAL INSURANCE Co. LTD AND ANOTHER DRAFT PAPER PUBLICATION Issue Notice to Respondent No.2 Renuka V W/o Ramanandha, R/at No.545, 3rd Main Road, Kavalbyrasandra, Bengaluru-560032. Take notice the Petitioner has filed the claim petition against you claiming compensation of Rs. 23,00,000/- ... Advocate for Petitioner V. Venkataramappa Advocate, No. 11, 1st Floor, Bengaluru-560032. Mob No: 9916357789 xyxy=(694,1122,816,1260)
list-item: (2) ಲೆಕ್ಕ ಶೀರ್ಷಿಕೆ: 2210-00-101-0-23(051) ರೂ. 60,000,00/- xyxy=(507,1657,746,1668)
row-amount-note: (ಜಿ.ಎಸ್.ಟಿ. ಹೊರತುಪಡಿಸಿ) xyxy=(351,1609,420,1618)
apmc-bar-title: ಇ-ಪೋರ್ಟಲ್ ಟೆಂಡರ್ ಪ್ರಕಟಣೆ xyxy=(33,1447,495,1468)
row-amount-note: (ಜಿ.ಎಸ್.ಟಿ. ಹೊರತುಪಡಿಸಿ) xyxy=(351,1559,420,1568)
row-work: ಕೃಷಿ ಉತ್ಪನ್ನ ಮಾರುಕಟ್ಟೆ ಸಮಿತಿ, ಜಮಖಂಡಿ ಪ್ರಾಂಗಣದಲ್ಲಿ ಸುತ್ತಲೂ ಗೋಡೆ ದುರಸ್ತಿ ಕಾಮಗಾರಿ (2025-26 ನೇ ಸಾಲಿನ ವಾರ್ಷಿಕ ಕ್ರಿಯಾ ಯೋಜನೆ) xyxy=(56,1548,343,1598)
row-amount-note: (ಜಿ.ಎಸ್.ಟಿ. ಹೊರತುಪಡಿಸಿ) xyxy=(351,1659,420,1668)
court-notice-mact xyxy=(690,1118,820,1502)
kannada-notice-left-2-text-4: ನ್ಯಾಯಾಲಯದ ಆದೇಶದಂತೆ ಸಂಬಂಧಪಟ್ಟ ಎದುರುದಾರರಿಗೆ ಈ ಮೂಲಕ ಸೂಚನೆ ನೀಡಲಾಗಿದೆ. ಸದರಿ ದಾವೆಯು ನಿಗದಿತ ದಿನಾಂಕದಂದು ವಿಚಾರಣೆಗೆ ಬರಲಿದ್ದು, ತಾವು ಖುದ್ದಾಗಿ ಅಥವಾ ತಮ್ಮ ವಕೀಲರ ಮೂಲಕ ಹಾಜರಾಗಬೇಕು. ತಪ್ಪಿದಲ್ಲಿ ಏಕಪಕ್ಷೀಯವಾಗಿ ತೀರ್ಮಾನಿಸಲಾಗುವುದು. ನ್ಯಾಯಾಲಯದ ಆದೇಶದ ಮೇರೆಗೆ, ಶಿರಸ್ತೇದಾರರು. ವಕೀಲರು, ಬೆಂಗಳೂರು. xyxy=(186,745,338,780)
masthead xyxy=(0,0,1333,80)
sarvajanika-body-3: ನ್ಯಾಯಾಲಯದ ಆದೇಶದಂತೆ ಸಂಬಂಧಪಟ್ಟ ಎದುರುದಾರರಿಗೆ ಈ ಮೂಲಕ ಸೂಚನೆ ನೀಡಲಾಗಿದೆ. ಸದರಿ ದಾವೆಯು ನಿಗದಿತ ದಿನಾಂಕದಂದು ವಿಚಾರಣೆಗೆ ಬರಲಿದ್ದು, ತಾವು ಖುದ್ದಾಗಿ ಅಥವಾ ತಮ್ಮ ವಕೀಲರ ಮೂಲಕ ಹಾಜರಾಗಬೇಕು. ತಪ್ಪಿದಲ್ಲಿ ಏಕಪಕ್ಷೀಯವಾಗಿ ತೀರ್ಮಾನಿಸಲಾಗುವುದು. ನ್ಯಾಯಾಲಯದ ಆದೇಶದ ಮೇರೆಗೆ, ಶಿರಸ್ತೇದಾರರು. ವಕೀಲರು, ಬೆಂಗಳೂರು. xyxy=(827,1570,1141,1592)
apmc-dipr-code: ವಾ.ಸಾ.ಇ/ಬಾಗಲಕೋಟೆ/279/ಮಾಹಿತಿ/2025-26 xyxy=(33,1890,138,1898)
list-item: (4) ಲೆಕ್ಕ ಶೀರ್ಷಿಕೆ: 2210-00-103-0-45(051) ರೂ. 50,000,00/- xyxy=(507,1683,746,1694)
photo-caption: ಸೊಳ್ಳೆ ಉತ್ಪತ್ತಿ ತಾಣಗಳ ನಾಶಕ್ಕೆ ಜಿಲ್ಲಾಧಿಕಾರಿ ಸೂಚನೆ xyxy=(734,482,885,492)
section-title: ಪ್ರಾದೇಶಿಕ xyxy=(640,6,773,57)
table-row xyxy=(34,1708,495,1778)
kannada-notice-mid-2-text-4: ನ್ಯಾಯಾಲಯದ ಆದೇಶದಂತೆ ಸಂಬಂಧಪಟ್ಟ ಎದುರುದಾರರಿಗೆ ಈ ಮೂಲಕ ಸೂಚನೆ ನೀಡಲಾಗಿದೆ. ಸದರಿ ದಾವೆಯು ನಿಗದಿತ ದಿನಾಂಕದಂದು ವಿಚಾರಣೆಗೆ ಬರಲಿದ್ದು, ತಾವು ಖುದ್ದಾಗಿ ಅಥವಾ ತಮ್ಮ ವಕೀಲರ ಮೂಲಕ ಹಾಜರಾಗಬೇಕು. ತಪ್ಪಿದಲ್ಲಿ ಏಕಪಕ್ಷೀಯವಾಗಿ ತೀರ್ಮಾನಿಸಲಾಗುವುದು. ನ್ಯಾಯಾಲಯದ ಆದೇಶದ ಮೇರೆಗೆ, ಶಿರಸ್ತೇದಾರರು. ವಕೀಲರು, ಬೆಂಗಳೂರು. xyxy=(350,1125,560,1154)
sarvajanika-body-wrap xyxy=(827,1531,1141,1663)
kannada-notice-mid-1-text-2: ನ್ಯಾಯಾಲಯದ ಆದೇಶದಂತೆ ಸಂಬಂಧಪಟ್ಟ ಎದುರುದಾರರಿಗೆ ಈ ಮೂಲಕ ಸೂಚನೆ ನೀಡಲಾಗಿದೆ. ಸದರಿ ದಾವೆಯು ನಿಗದಿತ ದಿನಾಂಕದಂದು ವಿಚಾರಣೆಗೆ ಬರಲಿದ್ದು, ತಾವು ಖುದ್ದಾಗಿ ಅಥವಾ ತಮ್ಮ ವಕೀಲರ ಮೂಲಕ ಹಾಜರಾಗಬೇಕು. ತಪ್ಪಿದಲ್ಲಿ ಏಕಪಕ್ಷೀಯವಾಗಿ ತೀರ್ಮಾನಿಸಲಾಗುವುದು. ನ್ಯಾಯಾಲಯದ ಆದೇಶದ ಮೇರೆಗೆ, ಶಿರಸ್ತೇದಾರರು. ವಕೀಲರು, ಬೆಂಗಳೂರು. xyxy=(350,762,560,791)
ad-phone-1: 9845438807 xyxy=(619,1047,767,1071)
kannada-notice-mid-1-text-4: ನ್ಯಾಯಾಲಯದ ಆದೇಶದಂತೆ ಸಂಬಂಧಪಟ್ಟ ಎದುರುದಾರರಿಗೆ ಈ ಮೂಲಕ ಸೂಚನೆ ನೀಡಲಾಗಿದೆ. ಸದರಿ ದಾವೆಯು ನಿಗದಿತ ದಿನಾಂಕದಂದು ವಿಚಾರಣೆಗೆ ಬರಲಿದ್ದು, ತಾವು ಖುದ್ದಾಗಿ ಅಥವಾ ತಮ್ಮ ವಕೀಲರ ಮೂಲಕ ಹಾಜರಾಗಬೇಕು. ತಪ್ಪಿದಲ್ಲಿ ಏಕಪಕ್ಷೀಯವಾಗಿ ತೀರ್ಮಾನಿಸಲಾಗುವುದು. ನ್ಯಾಯಾಲಯದ ಆದೇಶದ ಮೇರೆಗೆ, ಶಿರಸ್ತೇದಾರರು. ವಕೀಲರು, ಬೆಂಗಳೂರು. xyxy=(350,823,560,852)
kannada-notice-right-2 xyxy=(1148,710,1304,1006)
kannada-notice-a-text: ನ್ಯಾಯಾಲಯದ ಆದೇಶದಂತೆ ಸಂಬಂಧಪಟ್ಟ ಎದುರುದಾರರಿಗೆ ಈ ಮೂಲಕ ಸೂಚನೆ ನೀಡಲಾಗಿದೆ. ಸದರಿ ದಾವೆಯು ನಿಗದಿತ ದಿನಾಂಕದಂದು ವಿಚಾರಣೆಗೆ ಬರಲಿದ್ದು, ತಾವು ಖುದ್ದಾಗಿ ಅಥವಾ ತಮ್ಮ ವಕೀಲರ ಮೂಲಕ ಹಾಜರಾಗಬೇಕು. ತಪ್ಪಿದಲ್ಲಿ ಏಕಪಕ್ಷೀಯವಾಗಿ ತೀರ್ಮಾನಿಸಲಾಗುವುದು. ನ್ಯಾಯಾಲಯದ ಆದೇಶದ ಮೇರೆಗೆ, ಶಿರಸ್ತೇದಾರರು. ವಕೀಲರು, ಬೆಂಗಳೂರು. xyxy=(570,510,790,531)
row-amount: 9,83,091=28 xyxy=(359,1650,412,1659)
issue-date: 17 ಸೆಪ್ಟೆಂಬರ್ 2025 xyxy=(1150,31,1244,45)
kannada-notice-left-3-text-3: ನ್ಯಾಯಾಲಯದ ಆದೇಶದಂತೆ ಸಂಬಂಧಪಟ್ಟ ಎದುರುದಾರರಿಗೆ ಈ ಮೂಲಕ ಸೂಚನೆ ನೀಡಲಾಗಿದೆ. ಸದರಿ ದಾವೆಯು ನಿಗದಿತ ದಿನಾಂಕದಂದು ವಿಚಾರಣೆಗೆ ಬರಲಿದ್ದು, ತಾವು ಖುದ್ದಾಗಿ ಅಥವಾ ತಮ್ಮ ವಕೀಲರ ಮೂಲಕ ಹಾಜರಾಗಬೇಕು. ತಪ್ಪಿದಲ್ಲಿ ಏಕಪಕ್ಷೀಯವಾಗಿ ತೀರ್ಮಾನಿಸಲಾಗುವುದು. ನ್ಯಾಯಾಲಯದ ಆದೇಶದ ಮೇರೆಗೆ, ಶಿರಸ್ತೇದಾರರು. ವಕೀಲರು, ಬೆಂಗಳೂರು. xyxy=(186,999,338,1035)
health-tender xyxy=(502,1504,820,1966)
kannada-notice-right-2-text-4: ನ್ಯಾಯಾಲಯದ ಆದೇಶದಂತೆ ಸಂಬಂಧಪಟ್ಟ ಎದುರುದಾರರಿಗೆ ಈ ಮೂಲಕ ಸೂಚನೆ ನೀಡಲಾಗಿದೆ. ಸದರಿ ದಾವೆಯು ನಿಗದಿತ ದಿನಾಂಕದಂದು ವಿಚಾರಣೆಗೆ ಬರಲಿದ್ದು, ತಾವು ಖುದ್ದಾಗಿ ಅಥವಾ ತಮ್ಮ ವಕೀಲರ ಮೂಲಕ ಹಾಜರಾಗಬೇಕು. ತಪ್ಪಿದಲ್ಲಿ ಏಕಪಕ್ಷೀಯವಾಗಿ ತೀರ್ಮಾನಿಸಲಾಗುವುದು. ನ್ಯಾಯಾಲಯದ ಆದೇಶದ ಮೇರೆಗೆ, ಶಿರಸ್ತೇದಾರರು. ವಕೀಲರು, ಬೆಂಗಳೂರು. xyxy=(1152,827,1300,862)
kannada-notice-left-3-text-5: ನ್ಯಾಯಾಲಯದ ಆದೇಶದಂತೆ ಸಂಬಂಧಪಟ್ಟ ಎದುರುದಾರರಿಗೆ ಈ ಮೂಲಕ ಸೂಚನೆ ನೀಡಲಾಗಿದೆ. ಸದರಿ ದಾವೆಯು ನಿಗದಿತ ದಿನಾಂಕದಂದು ವಿಚಾರಣೆಗೆ ಬರಲಿದ್ದು, ತಾವು ಖುದ್ದಾಗಿ ಅಥವಾ ತಮ್ಮ ವಕೀಲರ ಮೂಲಕ ಹಾಜರಾಗಬೇಕು. ತಪ್ಪಿದಲ್ಲಿ ಏಕಪಕ್ಷೀಯವಾಗಿ ತೀರ್ಮಾನಿಸಲಾಗುವುದು. ನ್ಯಾಯಾಲಯದ ಆದೇಶದ ಮೇರೆಗೆ, ಶಿರಸ್ತೇದಾರರು. ವಕೀಲರು, ಬೆಂಗಳೂರು. xyxy=(186,1075,338,1110)
row-no: 06 xyxy=(34,1778,56,1848)
col-amount: ಟೆಂಡರಿನ ಮೊತ್ತ xyxy=(343,1473,429,1498)
kannada-notice-left-2 xyxy=(182,628,342,918)
sarvajanika-title: ಸಾರ್ವಜನಿಕ ಪ್ರಕಟಣೆ xyxy=(934,1509,1034,1527)
main-body2: ಜಿಲ್ಲೆಯಲ್ಲಿ ಪ್ರಸ್ತುತ 103 ಡೆಂಘೀ, ಚಿಕನ್‌ಗುನ್ಯ 11 ಪ್ರಕರಣ ದಾಖಲಾಗಿವೆ. ಜಿಲ್ಲಾ ಮಟ್ಟದಲ್ಲಿ ಸಾಂಕ್ರಾಮಿಕ ರೋಗಗಳ ಹತ್ತು ಕಂಡು ಬರುತ್ತಿವೆ. ಕಟ್ಟು ಕಾಣುವ ಮಾಹಿತಿ ಸಂಸ್ಥೆಗಳಿಗೆ 25 ಸಾವಿರ ರೂ. ದಂಡ ವಿಧಿಸಲಾಗುವುದು. xyxy=(734,374,1108,398)
color-dots-center xyxy=(620,1982,669,1992)
court-notice-kolar-land-text: IN THE COURT OF THE HON'BLE DEPUTY DIRECTOR OF LAND RECORDS AT KOLAR DOLR.Appeal No. 52/2025-26 R.Shankarappa and another.... Appellants V/S 1. The Assistant Director of Land Records Mulbagal Taluk, Mulbagal and another ...Respondents PAPER PUBLICATION That the Appellants in the above case, filed the above appeal against the Respondents ... By the Order of Hon'ble Court Deputy Director of Land Advocate: Naveen Reddy.N, Advocate, Mulbagal Kolar, Date: 20-08-25 xyxy=(826,790,982,885)
kannada-notice-mid-2-text-5: ನ್ಯಾಯಾಲಯದ ಆದೇಶದಂತೆ ಸಂಬಂಧಪಟ್ಟ ಎದುರುದಾರರಿಗೆ ಈ ಮೂಲಕ ಸೂಚನೆ ನೀಡಲಾಗಿದೆ. ಸದರಿ ದಾವೆಯು ನಿಗದಿತ ದಿನಾಂಕದಂದು ವಿಚಾರಣೆಗೆ ಬರಲಿದ್ದು, ತಾವು ಖುದ್ದಾಗಿ ಅಥವಾ ತಮ್ಮ ವಕೀಲರ ಮೂಲಕ ಹಾಜರಾಗಬೇಕು. ತಪ್ಪಿದಲ್ಲಿ ಏಕಪಕ್ಷೀಯವಾಗಿ ತೀರ್ಮಾನಿಸಲಾಗುವುದು. ನ್ಯಾಯಾಲಯದ ಆದೇಶದ ಮೇರೆಗೆ, ಶಿರಸ್ತೇದಾರರು. ವಕೀಲರು, ಬೆಂಗಳೂರು. xyxy=(350,1156,560,1184)
kannada-notice-mid-3-text-2: ನ್ಯಾಯಾಲಯದ ಆದೇಶದಂತೆ ಸಂಬಂಧಪಟ್ಟ ಎದುರುದಾರರಿಗೆ ಈ ಮೂಲಕ ಸೂಚನೆ ನೀಡಲಾಗಿದೆ. ಸದರಿ ದಾವೆಯು ನಿಗದಿತ ದಿನಾಂಕದಂದು ವಿಚಾರಣೆಗೆ ಬರಲಿದ್ದು, ತಾವು ಖುದ್ದಾಗಿ ಅಥವಾ ತಮ್ಮ ವಕೀಲರ ಮೂಲಕ ಹಾಜರಾಗಬೇಕು. ತಪ್ಪಿದಲ್ಲಿ ಏಕಪಕ್ಷೀಯವಾಗಿ ತೀರ್ಮಾನಿಸಲಾಗುವುದು. ನ್ಯಾಯಾಲಯದ ಆದೇಶದ ಮೇರೆಗೆ, ಶಿರಸ್ತೇದಾರರು. ವಕೀಲರು, ಬೆಂಗಳೂರು. xyxy=(570,776,684,819)
apmc-date: ದಿನಾಂಕ : 08-09-2025 xyxy=(421,1433,495,1442)
kannada-notice-right-2-text-2: ನ್ಯಾಯಾಲಯದ ಆದೇಶದಂತೆ ಸಂಬಂಧಪಟ್ಟ ಎದುರುದಾರರಿಗೆ ಈ ಮೂಲಕ ಸೂಚನೆ ನೀಡಲಾಗಿದೆ. ಸದರಿ ದಾವೆಯು ನಿಗದಿತ ದಿನಾಂಕದಂದು ವಿಚಾರಣೆಗೆ ಬರಲಿದ್ದು, ತಾವು ಖುದ್ದಾಗಿ ಅಥವಾ ತಮ್ಮ ವಕೀಲರ ಮೂಲಕ ಹಾಜರಾಗಬೇಕು. ತಪ್ಪಿದಲ್ಲಿ ಏಕಪಕ್ಷೀಯವಾಗಿ ತೀರ್ಮಾನಿಸಲಾಗುವುದು. ನ್ಯಾಯಾಲಯದ ಆದೇಶದ ಮೇರೆಗೆ, ಶಿರಸ್ತೇದಾರರು. ವಕೀಲರು, ಬೆಂಗಳೂರು. xyxy=(1152,751,1300,787)
kannada-notice-right-1-text-2: ನ್ಯಾಯಾಲಯದ ಆದೇಶದಂತೆ ಸಂಬಂಧಪಟ್ಟ ಎದುರುದಾರರಿಗೆ ಈ ಮೂಲಕ ಸೂಚನೆ ನೀಡಲಾಗಿದೆ. ಸದರಿ ದಾವೆಯು ನಿಗದಿತ ದಿನಾಂಕದಂದು ವಿಚಾರಣೆಗೆ ಬರಲಿದ್ದು, ತಾವು ಖುದ್ದಾಗಿ ಅಥವಾ ತಮ್ಮ ವಕೀಲರ ಮೂಲಕ ಹಾಜರಾಗಬೇಕು. ತಪ್ಪಿದಲ್ಲಿ ಏಕಪಕ್ಷೀಯವಾಗಿ ತೀರ್ಮಾನಿಸಲಾಗುವುದು. ನ್ಯಾಯಾಲಯದ ಆದೇಶದ ಮೇರೆಗೆ, ಶಿರಸ್ತೇದಾರರು. ವಕೀಲರು, ಬೆಂಗಳೂರು. xyxy=(992,751,1142,787)
row-amount-note: (ಜಿ.ಎಸ್.ಟಿ. ಹೊರತುಪಡಿಸಿ) xyxy=(351,1789,420,1798)
left-story xyxy=(28,86,343,596)
weekday: ಬುಧವಾರ xyxy=(1150,16,1188,30)
apmc-tender xyxy=(28,1392,500,1966)
apmc-ref-row xyxy=(33,1433,495,1443)
kannada-notice-right-1 xyxy=(988,710,1146,1006)
row-amount-cell xyxy=(343,1648,429,1708)
kannada-notice-left-1-text-4: ನ್ಯಾಯಾಲಯದ ಆದೇಶದಂತೆ ಸಂಬಂಧಪಟ್ಟ ಎದುರುದಾರರಿಗೆ ಈ ಮೂಲಕ ಸೂಚನೆ ನೀಡಲಾಗಿದೆ. ಸದರಿ ದಾವೆಯು ನಿಗದಿತ ದಿನಾಂಕದಂದು ವಿಚಾರಣೆಗೆ ಬರಲಿದ್ದು, ತಾವು ಖುದ್ದಾಗಿ ಅಥವಾ ತಮ್ಮ ವಕೀಲರ ಮೂಲಕ ಹಾಜರಾಗಬೇಕು. ತಪ್ಪಿದಲ್ಲಿ ಏಕಪಕ್ಷೀಯವಾಗಿ ತೀರ್ಮಾನಿಸಲಾಗುವುದು. ನ್ಯಾಯಾಲಯದ ಆದೇಶದ ಮೇರೆಗೆ, ಶಿರಸ್ತೇದಾರರು. ವಕೀಲರು, ಬೆಂಗಳೂರು. xyxy=(32,745,176,780)
health-heads-list xyxy=(507,1644,815,1709)
list-item: (5) ಲೆಕ್ಕ ಶೀರ್ಷಿಕೆ: 2210-00-103-0-26(051) ರೂ. 61,52,000/- xyxy=(507,1696,746,1707)
sarvajanika-body-2: ನ್ಯಾಯಾಲಯದ ಆದೇಶದಂತೆ ಸಂಬಂಧಪಟ್ಟ ಎದುರುದಾರರಿಗೆ ಈ ಮೂಲಕ ಸೂಚನೆ ನೀಡಲಾಗಿದೆ. ಸದರಿ ದಾವೆಯು ನಿಗದಿತ ದಿನಾಂಕದಂದು ವಿಚಾರಣೆಗೆ ಬರಲಿದ್ದು, ತಾವು ಖುದ್ದಾಗಿ ಅಥವಾ ತಮ್ಮ ವಕೀಲರ ಮೂಲಕ ಹಾಜರಾಗಬೇಕು. ತಪ್ಪಿದಲ್ಲಿ ಏಕಪಕ್ಷೀಯವಾಗಿ ತೀರ್ಮಾನಿಸಲಾಗುವುದು. ನ್ಯಾಯಾಲಯದ ಆದೇಶದ ಮೇರೆಗೆ, ಶಿರಸ್ತೇದಾರರು. ವಕೀಲರು, ಬೆಂಗಳೂರು. xyxy=(827,1547,1141,1568)
kannada-notice-left-3-text-6: ನ್ಯಾಯಾಲಯದ ಆದೇಶದಂತೆ ಸಂಬಂಧಪಟ್ಟ ಎದುರುದಾರರಿಗೆ ಈ ಮೂಲಕ ಸೂಚನೆ ನೀಡಲಾಗಿದೆ. ಸದರಿ ದಾವೆಯು ನಿಗದಿತ ದಿನಾಂಕದಂದು ವಿಚಾರಣೆಗೆ ಬರಲಿದ್ದು, ತಾವು ಖುದ್ದಾಗಿ ಅಥವಾ ತಮ್ಮ ವಕೀಲರ ಮೂಲಕ ಹಾಜರಾಗಬೇಕು. ತಪ್ಪಿದಲ್ಲಿ ಏಕಪಕ್ಷೀಯವಾಗಿ ತೀರ್ಮಾನಿಸಲಾಗುವುದು. ನ್ಯಾಯಾಲಯದ ಆದೇಶದ ಮೇರೆಗೆ, ಶಿರಸ್ತೇದಾರರು. ವಕೀಲರು, ಬೆಂಗಳೂರು. xyxy=(186,1112,338,1148)
row-amount-note: (ಜಿ.ಎಸ್.ಟಿ. ಹೊರತುಪಡಿಸಿ) xyxy=(351,1509,420,1518)
kannada-notice-right-2-text: ನ್ಯಾಯಾಲಯದ ಆದೇಶದಂತೆ ಸಂಬಂಧಪಟ್ಟ ಎದುರುದಾರರಿಗೆ ಈ ಮೂಲಕ ಸೂಚನೆ ನೀಡಲಾಗಿದೆ. ಸದರಿ ದಾವೆಯು ನಿಗದಿತ ದಿನಾಂಕದಂದು ವಿಚಾರಣೆಗೆ ಬರಲಿದ್ದು, ತಾವು ಖುದ್ದಾಗಿ ಅಥವಾ ತಮ್ಮ ವಕೀಲರ ಮೂಲಕ ಹಾಜರಾಗಬೇಕು. ತಪ್ಪಿದಲ್ಲಿ ಏಕಪಕ್ಷೀಯವಾಗಿ ತೀರ್ಮಾನಿಸಲಾಗುವುದು. ನ್ಯಾಯಾಲಯದ ಆದೇಶದ ಮೇರೆಗೆ, ಶಿರಸ್ತೇದಾರರು. ವಕೀಲರು, ಬೆಂಗಳೂರು. xyxy=(1152,714,1300,749)
sarvajanika-body-6: ನ್ಯಾಯಾಲಯದ ಆದೇಶದಂತೆ ಸಂಬಂಧಪಟ್ಟ ಎದುರುದಾರರಿಗೆ ಈ ಮೂಲಕ ಸೂಚನೆ ನೀಡಲಾಗಿದೆ. ಸದರಿ ದಾವೆಯು ನಿಗದಿತ ದಿನಾಂಕದಂದು ವಿಚಾರಣೆಗೆ ಬರಲಿದ್ದು, ತಾವು ಖುದ್ದಾಗಿ ಅಥವಾ ತಮ್ಮ ವಕೀಲರ ಮೂಲಕ ಹಾಜರಾಗಬೇಕು. ತಪ್ಪಿದಲ್ಲಿ ಏಕಪಕ್ಷೀಯವಾಗಿ ತೀರ್ಮಾನಿಸಲಾಗುವುದು. ನ್ಯಾಯಾಲಯದ ಆದೇಶದ ಮೇರೆಗೆ, ಶಿರಸ್ತೇದಾರರು. ವಕೀಲರು, ಬೆಂಗಳೂರು. xyxy=(827,1641,1141,1662)
row-work: ಕೃಷಿ ಉತ್ಪನ್ನ ಮಾರುಕಟ್ಟೆ ಸಮಿತಿ, ಜಮಖಂಡಿ ಮುಖ್ಯ ಮಾರುಕಟ್ಟೆ ಪ್ರಾಂಗಣದಲ್ಲಿ ಆಡಳಿತ ಕಚೇರಿ, ಅತಿಥಿ ಗೃಹ, ಮಾಹಿತಿ ಭವನ, ವರ್ತಕರ ಮಳಿಗೆ ದುರಸ್ತಿ ಕಾಮಗಾರಿ (2025-26 ನೇ ಸಾಲಿನ ವಾರ್ಷಿಕ ಕ್ರಿಯಾ ಯೋಜನೆ) xyxy=(56,1778,343,1848)
kannada-notice-left-3-text: ನ್ಯಾಯಾಲಯದ ಆದೇಶದಂತೆ ಸಂಬಂಧಪಟ್ಟ ಎದುರುದಾರರಿಗೆ ಈ ಮೂಲಕ ಸೂಚನೆ ನೀಡಲಾಗಿದೆ. ಸದರಿ ದಾವೆಯು ನಿಗದಿತ ದಿನಾಂಕದಂದು ವಿಚಾರಣೆಗೆ ಬರಲಿದ್ದು, ತಾವು ಖುದ್ದಾಗಿ ಅಥವಾ ತಮ್ಮ ವಕೀಲರ ಮೂಲಕ ಹಾಜರಾಗಬೇಕು. ತಪ್ಪಿದಲ್ಲಿ ಏಕಪಕ್ಷೀಯವಾಗಿ ತೀರ್ಮಾನಿಸಲಾಗುವುದು. ನ್ಯಾಯಾಲಯದ ಆದೇಶದ ಮೇರೆಗೆ, ಶಿರಸ್ತೇದಾರರು. ವಕೀಲರು, ಬೆಂಗಳೂರು. xyxy=(186,924,338,959)
public-notice-title: PUBLIC NOTICE xyxy=(350,510,560,523)
row-amount-cell xyxy=(343,1498,429,1548)
masthead-date-block xyxy=(1150,16,1290,61)
row-amount-note: (ಜಿ.ಎಸ್.ಟಿ. ಹೊರತುಪಡಿಸಿ) xyxy=(351,1719,420,1728)
court-notice-assistant-commissioner-text: IN THE COURT OF THE ASSISTANT COMMISSIONER AT CHICKBALLAPUR LND SC.ST(NT) No. 79/2016-17 Appellant : Narayanappa & others -VS- Respondent : The Thasildhar and Another (9)Renuka, W/o Kempanna, Aged About 41 years, Dodda Kondarahalli Village, Chikkaballapura Dist. DRAFT PAPER PUBLICATION Notice to the respondent no 9(d) under section 136(2) of the Karnataka Land Revenue Act. ... Assistant commissioner at Chikkaballapur Advocate for Appellant S.M.Venkateshappa, Advocate, Kolar xyxy=(826,1122,982,1209)
kannada-notice-mid-1 xyxy=(346,728,564,1028)
col-work: ಕಾಮಗಾರಿಯ ಹೆಸರು xyxy=(56,1473,343,1498)
row-amount-cell xyxy=(343,1548,429,1598)
health-header xyxy=(507,1509,815,1538)
health-dipr-code: ವಾವಾಸಾ/ಕೋಲಾರ/ಆ.ಸಂ.ವ.ಅ/ಹಾ.ನ/277/ಹಿ.ನ.ಗಳಿ/2025-26 xyxy=(507,1726,653,1735)
kannada-notice-a-text-3: ನ್ಯಾಯಾಲಯದ ಆದೇಶದಂತೆ ಸಂಬಂಧಪಟ್ಟ ಎದುರುದಾರರಿಗೆ ಈ ಮೂಲಕ ಸೂಚನೆ ನೀಡಲಾಗಿದೆ. ಸದರಿ ದಾವೆಯು ನಿಗದಿತ ದಿನಾಂಕದಂದು ವಿಚಾರಣೆಗೆ ಬರಲಿದ್ದು, ತಾವು ಖುದ್ದಾಗಿ ಅಥವಾ ತಮ್ಮ ವಕೀಲರ ಮೂಲಕ ಹಾಜರಾಗಬೇಕು. ತಪ್ಪಿದಲ್ಲಿ ಏಕಪಕ್ಷೀಯವಾಗಿ ತೀರ್ಮಾನಿಸಲಾಗುವುದು. ನ್ಯಾಯಾಲಯದ ಆದೇಶದ ಮೇರೆಗೆ, ಶಿರಸ್ತೇದಾರರು. ವಕೀಲರು, ಬೆಂಗಳೂರು. xyxy=(570,556,790,578)
page-number: ೧೦ xyxy=(258,48,288,74)
main-story-col2 xyxy=(734,374,1108,470)
public-notice-property xyxy=(1148,1008,1304,1966)
apmc-table-header-row xyxy=(34,1473,495,1498)
main-body: ಡೆಂಘೀ ಒಂದು ಸಾಂಕ್ರಾಮಿಕ ರೋಗವಾಗಿದೆ. ನಿಯಂತ್ರಣ ಮಾಡಲು ಸಹಕರಿಸದಿದ್ದಲ್ಲಿ ದಂಡ ವಿಧಿಸಿ ಸೂಕ್ತ ಕ್ರಮ ಕೈಗೊಳ್ಳುವಂತೆ ಜಿಲ್ಲಾಧಿಕಾರಿ ಡಾ. ಕುಮಾರ ತಿಳಿಸಿದರು. ಮಂಗಳವಾರ ಜಿಲ್ಲಾಡಳಿತ, ಜಿಲ್ಲಾ ಪಂಚಾಯತಿ, ಜಿಲ್ಲಾ ಆರೋಗ್ಯ ಮತ್ತು ಕುಟುಂಬ ಕಲ್ಯಾಣ ಇಲಾಖೆಯಿಂದ ಜಿಲ್ಲಾಧಿಕಾರಿಗಳ ಕಚೇರಿಯಲ್ಲಿ ಆಯೋಜಿಸಲಾಗಿದ್ದ ಡೆಂಘೀ ನಿಯಂತ್ರಣ ಸಹಕರಿಸದವರಿಗೆ ಬಿಬ್ಲ್ಯಾಸ್‌ನಂತೆ ದಂಡ ವಿಧಿಸುವ ಕುರಿತು ನಡೆದ ಜಿಲ್ಲಾ ಮಟ್ಟದ ಸಭೆಯ ಅಧ್ಯಕ್ಷತೆ ವಹಿಸಿ ಮಾತನಾಡಿದರು. ನಗರ ಪ್ರದೇಶಗಳಲ್ಲಿ ಮನೆ, ಅಂಗಡಿ, ಹೋಟೆಲ್, ಕಟ್ಟಡ ನಿರ್ಮಾಣ ಕಾರ್ಯ, ಪಾರು ಬಿದ್ದ ನಿವೇಶನ, ಖಾಲಿ ನಿವೇಶನಗಳಲ್ಲಿ ಸೊಳ್ಳೆಗಳ ಉತ್ಪತ್ತಿ ತಾಣಗಳನ್ನು ನಾಶಪಡಿಸಬೇಕು. ಸೊಳ್ಳೆ ಉತ್ಪತ್ತಿಯಾಗುತ್ತಿರುವ ಸ್ಥಳಗಳ ಮಾಲೀಕರಿಗೆ ಸೊಳ್ಳೆಗಳ ನಿಯಂತ್ರಣ ಮಾಡಲು ಸೂಕ್ತ ಕ್ರಮ ಕೈಗೊಳ್ಳುವಂತೆ ನೋಟಿಸ್ ಜಾರಿಗೊಳಿಸಿ ಎಂದು ಹೇಳಿದರು. ಸಭೆಯಲ್ಲಿ ಜಿಲ್ಲಾ ಪಂಚಾಯತ್ ಮುಖ್ಯ ಕಾರ್ಯನಿರ್ವಾಹಕ ಅಧಿಕಾರಿ ಕೆ.ಆರ್.ನಂದಿನಿ, ಜಿಲ್ಲಾ ಆರೋಗ್ಯ ಮತ್ತು ಕುಟುಂಬ ಕಲ್ಯಾಣಾಧಿಕಾರಿ ಡಾ.ಕೆ.ಮೋಹನ್, ಸರ್ವೇಕ್ಷಣಾಧಿಕಾರಿ ಡಾ.ಕುಮಾರ್ ಸೇರಿದಂತೆ ಅಧಿಕಾರಿಗಳು ಉಪಸ್ಥಿತರಿದ್ದರು. xyxy=(346,206,596,371)
apmc-header xyxy=(33,1397,495,1429)
row-amount: 8,39,566=12 xyxy=(359,1600,412,1609)
court-notice-city-civil xyxy=(988,1008,1146,1448)
row-work: ಕೃಷಿ ಉತ್ಪನ್ನ ಮಾರುಕಟ್ಟೆ ಸಮಿತಿ, ಜಮಖಂಡಿ ಉಪ ಮಾರುಕಟ್ಟೆ ಪ್ರಾಂಗಣದಲ್ಲಿ ಸಿ.ಸಿ. ರಸ್ತೆ ನಿರ್ಮಾಣ ಕಾಮಗಾರಿ (2025-26 ನೇ ಸಾಲಿನ ವಾರ್ಷಿಕ ಕ್ರಿಯಾ ಯೋಜನೆ) (ಪ್ಯಾಕೇಜ್-1) xyxy=(56,1648,343,1708)
kannada-notice-left-2-text-2: ನ್ಯಾಯಾಲಯದ ಆದೇಶದಂತೆ ಸಂಬಂಧಪಟ್ಟ ಎದುರುದಾರರಿಗೆ ಈ ಮೂಲಕ ಸೂಚನೆ ನೀಡಲಾಗಿದೆ. ಸದರಿ ದಾವೆಯು ನಿಗದಿತ ದಿನಾಂಕದಂದು ವಿಚಾರಣೆಗೆ ಬರಲಿದ್ದು, ತಾವು ಖುದ್ದಾಗಿ ಅಥವಾ ತಮ್ಮ ವಕೀಲರ ಮೂಲಕ ಹಾಜರಾಗಬೇಕು. ತಪ್ಪಿದಲ್ಲಿ ಏಕಪಕ್ಷೀಯವಾಗಿ ತೀರ್ಮಾನಿಸಲಾಗುವುದು. ನ್ಯಾಯಾಲಯದ ಆದೇಶದ ಮೇರೆಗೆ, ಶಿರಸ್ತೇದಾರರು. ವಕೀಲರು, ಬೆಂಗಳೂರು. xyxy=(186,669,338,705)
row-amount-cell xyxy=(343,1778,429,1848)
